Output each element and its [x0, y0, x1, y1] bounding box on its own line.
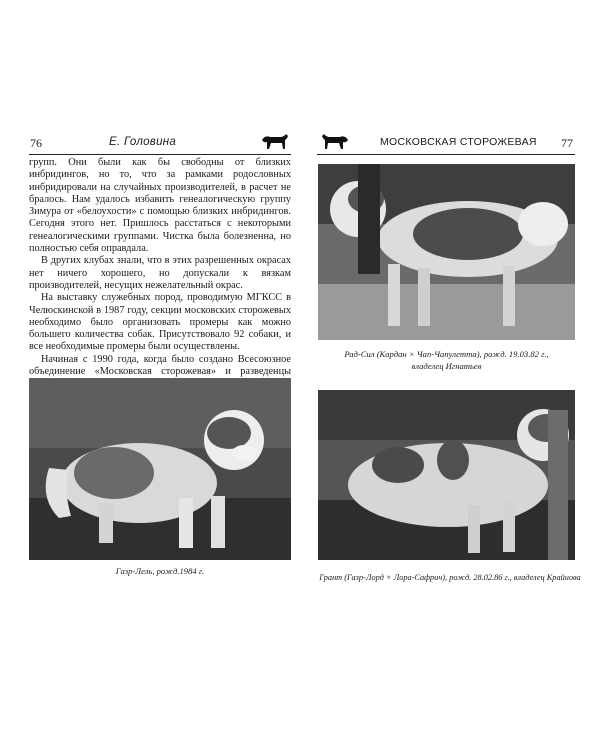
- photo-caption: [318, 348, 575, 372]
- photo-caption: Грант (Газр-Лорд × Лора-Сафрич), рожд. 28.02.86 г., владелец Крайнова: [319, 573, 581, 582]
- dog-silhouette-icon: [259, 132, 289, 152]
- running-head-author: Е. Головина: [109, 136, 177, 148]
- dog-photo-grant: [318, 390, 575, 560]
- paragraph: На выставку служебных пород, проводимую МГКСС в Челюскинской в 1987 году, секции московских сторожевых необходимо было организовать промеры как можно большего количества собак. Присутствовало 92 собаки, и все необходимые промеры были осуществлены.: [29, 292, 291, 353]
- page-number: 76: [30, 136, 42, 150]
- caption-line: владелец Игнатьев: [411, 361, 482, 371]
- paragraph: групп. Они были как бы свободны от близких инбридингов, но то, что за рамками родословных инбридировали на случайных производителей, в расчет не бралось. Нам удалось избавить генеалогическую группу Зимура от «белоухости» с помощью близких инбридингов. Сегодня этого нет. Пришлось расстаться с некоторыми генеалогическими группами. Чистка была болезненна, но полностью себя оправдала.: [29, 157, 291, 255]
- paragraph: В других клубах знали, что в этих разрешенных окрасах нет ничего хорошего, но допускали к вязкам производителей, несущих нежелательный окрас.: [29, 255, 291, 291]
- dog-photo-gazr-lel: [29, 378, 291, 560]
- photo-caption: Газр-Лель, рожд.1984 г.: [115, 566, 205, 576]
- right-page-header: [317, 132, 575, 155]
- right-page: [317, 132, 575, 155]
- caption-line: Рад-Сил (Кардан × Чап-Чапулетта), рожд. 19.03.82 г.,: [344, 349, 549, 359]
- dog-silhouette-icon: [321, 132, 351, 152]
- dog-photo-rad-sil: [318, 164, 575, 340]
- paragraph: Начиная с 1990 года, когда было создано Всесоюзное объединение «Московская сторожевая» и разведенцы: [29, 353, 291, 378]
- left-page-header: [29, 132, 291, 155]
- running-head-title: МОСКОВСКАЯ СТОРОЖЕВАЯ: [380, 136, 537, 148]
- page-number: 77: [561, 136, 573, 150]
